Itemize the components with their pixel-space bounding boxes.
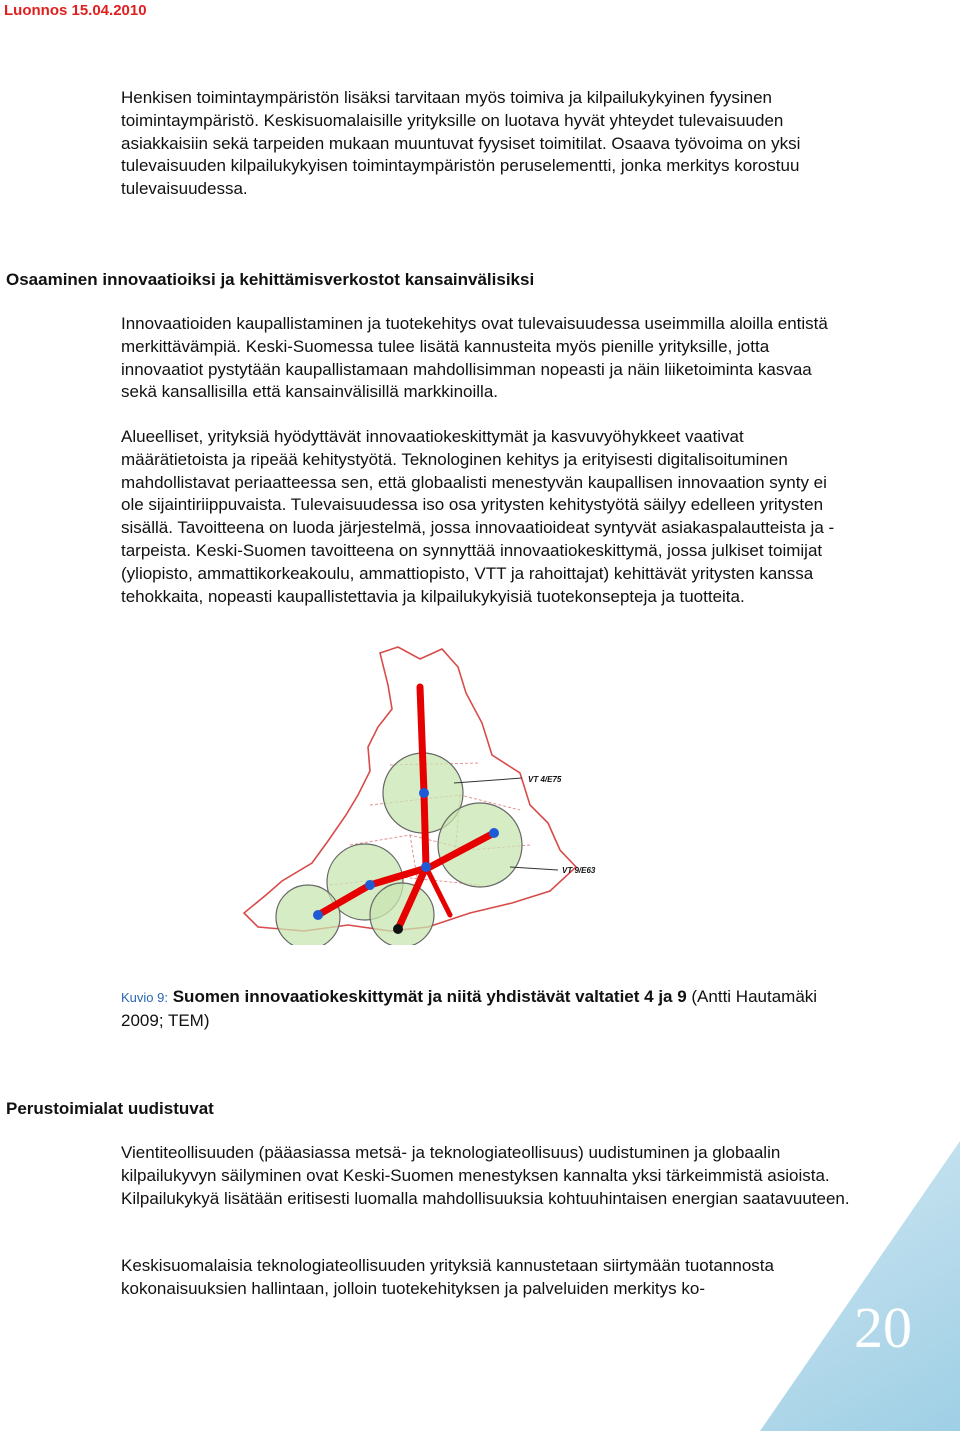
hub-point (419, 788, 429, 798)
hub-point (489, 828, 499, 838)
paragraph-3: Alueelliset, yrityksiä hyödyttävät innovaatiokeskittymät ja kasvuvyöhykkeet vaativat määrätietoista ja ripeää kehitystyötä. Teknologinen kehitys ja erityisesti digitalisoituminen mahdollistavat periaatteessa sen, että globaalisti menestyvän kaupallisen innovaation synty ei ole sijaintiriippuvaista. Tulevaisuudessa iso osa yritysten kehitystyötä säilyy edelleen yritysten sisällä. Tavoitteena on luoda järjestelmä, jossa innovaatioideat syntyvät asiakaspalautteista ja -tarpeista. Keski-Suomen tavoitteena on synnyttää innovaatiokeskittymä, jossa julkiset toimijat (yliopisto, ammattikorkeakoulu, ammattiopisto, VTT ja rahoittajat) kehittävät yritysten kanssa tehokkaita, nopeasti kaupallistettavia ja kilpailukykyisiä tuotekonsepteja ja tuotteita. (121, 427, 835, 606)
paragraph-4: Vientiteollisuuden (pääasiassa metsä- ja teknologiateollisuus) uudistuminen ja globaalin kilpailukyvyn säilyminen ovat Keski-Suomen menestyksen kannalta yksi tärkeimmistä asioista. Kilpailukykyä lisätään eritisesti luomalla mahdollisuuksia kohtuuhintaisen energian saatavuuteen. (121, 1143, 850, 1208)
hub-point (421, 862, 431, 872)
page-number: 20 (854, 1295, 912, 1360)
road-label-vt9: VT 9/E63 (562, 866, 596, 875)
caption-source: (Antti Hautamäki 2009; TEM) (121, 987, 818, 1030)
paragraph-2: Innovaatioiden kaupallistaminen ja tuotekehitys ovat tulevaisuudessa useimmilla aloilla entistä merkittävämpiä. Keski-Suomessa tulee lisätä kannusteita myös pienille yrityksille, jotta innovaatiot pystytään kaupallistamaan mahdollisimman nopeasti ja näin liiketoiminta kasvaa sekä kansallisilla että kansainvälisillä markkinoilla. (121, 314, 828, 402)
caption-title: Suomen innovaatiokeskittymät ja niitä yhdistävät valtatiet 4 ja 9 (172, 987, 687, 1006)
hub-point (313, 910, 323, 920)
road-label-vt4: VT 4/E75 (528, 775, 562, 784)
zone-tampere (276, 885, 340, 945)
paragraph-1: Henkisen toimintaympäristön lisäksi tarvitaan myös toimiva ja kilpailukykyinen fyysinen toimintaympäristö. Keskisuomalaisille yrityksille on luotava hyvät yhteydet tulevaisuuden asiakkaisiin sekä tarpeiden mukaan muuntuvat fyysiset toimitilat. Osaava työvoima on yksi tulevaisuuden kilpailukykyisen toimintaympäristön peruselementti, jonka merkitys korostuu tulevaisuudessa. (121, 88, 801, 199)
section-heading-1: Osaaminen innovaatioiksi ja kehittämisverkostot kansainvälisiksi (6, 270, 535, 289)
paragraph-5: Keskisuomalaisia teknologiateollisuuden yrityksiä kannustetaan siirtymään tuotannosta kokonaisuuksien hallintaan, jolloin tuotekehityksen ja palveluiden merkitys ko- (121, 1256, 774, 1298)
zone-kuopio (438, 803, 522, 887)
figure-caption (121, 985, 851, 1032)
hub-point (365, 880, 375, 890)
draft-label: Luonnos 15.04.2010 (4, 2, 147, 19)
finland-innovation-map (230, 645, 630, 945)
caption-kuvio: Kuvio 9: (121, 990, 168, 1005)
section-heading-2: Perustoimialat uudistuvat (6, 1099, 214, 1118)
hub-point (393, 924, 403, 934)
